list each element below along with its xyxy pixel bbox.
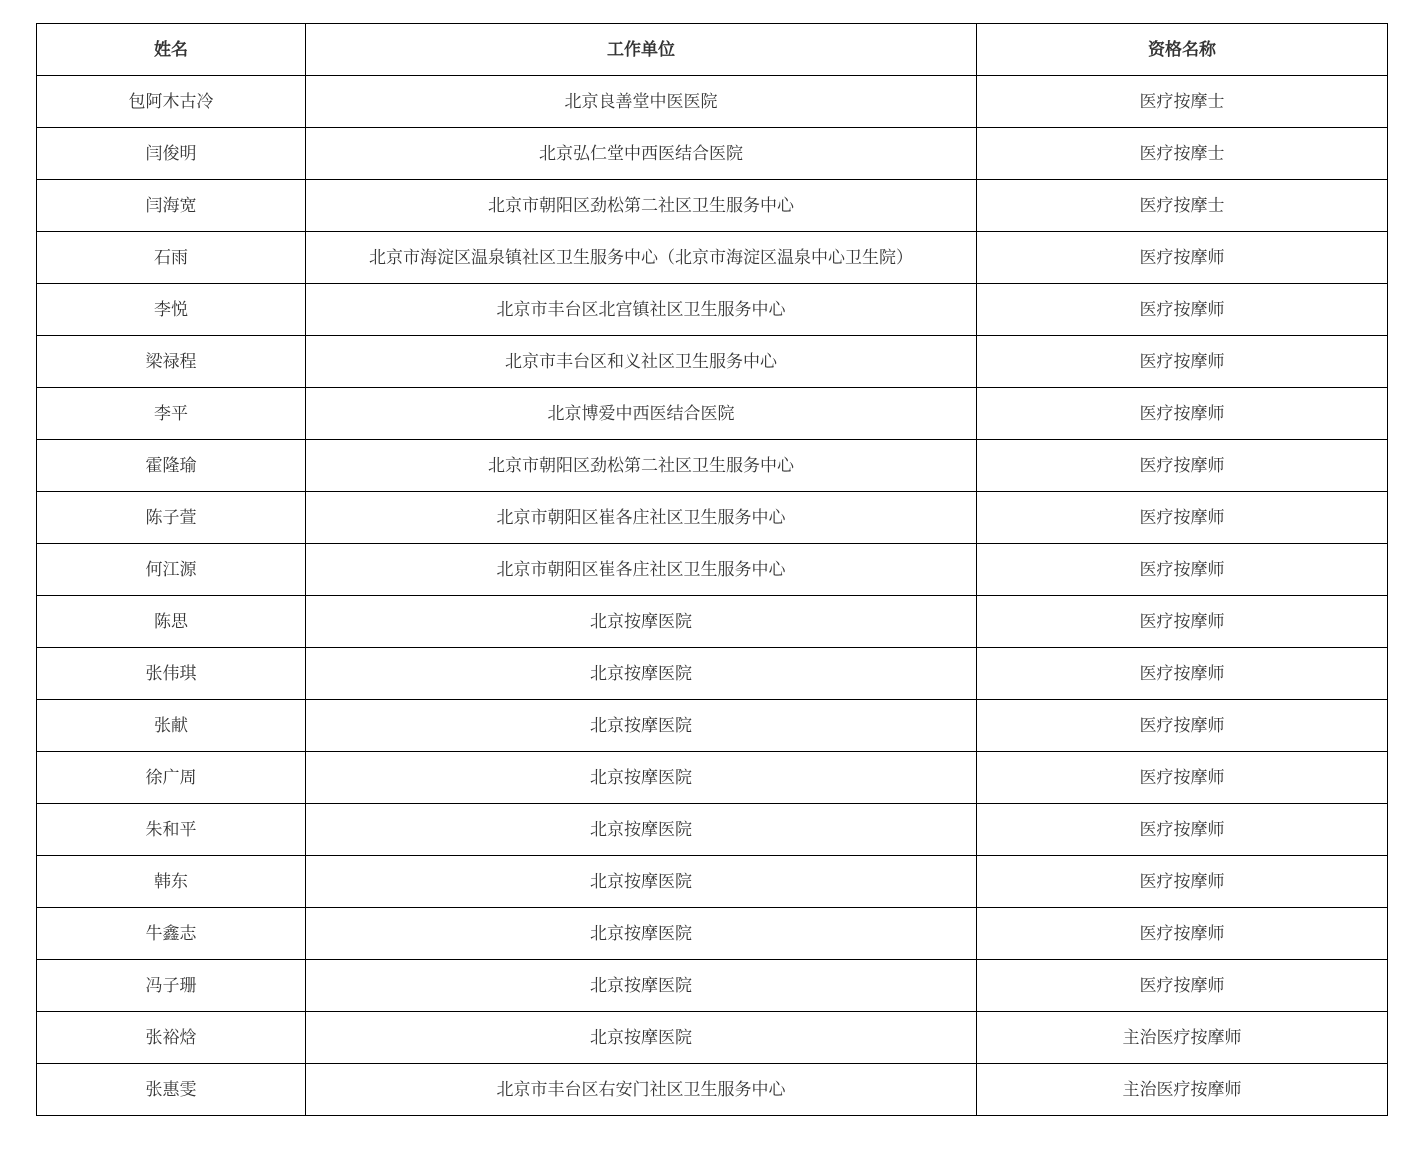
cell-qualification: 医疗按摩师 bbox=[977, 856, 1388, 908]
cell-workplace: 北京按摩医院 bbox=[306, 908, 977, 960]
cell-name: 闫海宽 bbox=[37, 180, 306, 232]
table-row bbox=[37, 960, 1388, 1012]
cell-workplace: 北京良善堂中医医院 bbox=[306, 76, 977, 128]
cell-qualification: 医疗按摩师 bbox=[977, 544, 1388, 596]
cell-qualification: 医疗按摩师 bbox=[977, 284, 1388, 336]
cell-qualification: 医疗按摩师 bbox=[977, 752, 1388, 804]
cell-qualification: 医疗按摩师 bbox=[977, 804, 1388, 856]
cell-name: 牛鑫志 bbox=[37, 908, 306, 960]
table-row bbox=[37, 180, 1388, 232]
cell-name: 陈思 bbox=[37, 596, 306, 648]
cell-name: 梁禄程 bbox=[37, 336, 306, 388]
header-qualification: 资格名称 bbox=[977, 24, 1388, 76]
cell-name: 李平 bbox=[37, 388, 306, 440]
table-row bbox=[37, 128, 1388, 180]
table-row bbox=[37, 804, 1388, 856]
cell-qualification: 医疗按摩士 bbox=[977, 76, 1388, 128]
cell-name: 韩东 bbox=[37, 856, 306, 908]
cell-name: 朱和平 bbox=[37, 804, 306, 856]
cell-workplace: 北京按摩医院 bbox=[306, 700, 977, 752]
cell-workplace: 北京市朝阳区崔各庄社区卫生服务中心 bbox=[306, 492, 977, 544]
cell-qualification: 主治医疗按摩师 bbox=[977, 1012, 1388, 1064]
table-row bbox=[37, 648, 1388, 700]
cell-workplace: 北京市海淀区温泉镇社区卫生服务中心（北京市海淀区温泉中心卫生院） bbox=[306, 232, 977, 284]
table-row bbox=[37, 76, 1388, 128]
table-row bbox=[37, 908, 1388, 960]
cell-name: 徐广周 bbox=[37, 752, 306, 804]
cell-qualification: 医疗按摩师 bbox=[977, 232, 1388, 284]
cell-workplace: 北京市朝阳区劲松第二社区卫生服务中心 bbox=[306, 440, 977, 492]
cell-name: 石雨 bbox=[37, 232, 306, 284]
cell-name: 李悦 bbox=[37, 284, 306, 336]
table-body bbox=[37, 76, 1388, 1116]
cell-workplace: 北京市丰台区右安门社区卫生服务中心 bbox=[306, 1064, 977, 1116]
table-row bbox=[37, 856, 1388, 908]
table-header bbox=[37, 24, 1388, 76]
table-row bbox=[37, 440, 1388, 492]
table-row bbox=[37, 284, 1388, 336]
qualification-table bbox=[36, 23, 1388, 1116]
table-row bbox=[37, 492, 1388, 544]
cell-qualification: 医疗按摩师 bbox=[977, 492, 1388, 544]
header-row bbox=[37, 24, 1388, 76]
header-workplace: 工作单位 bbox=[306, 24, 977, 76]
table-row bbox=[37, 1064, 1388, 1116]
table-row bbox=[37, 1012, 1388, 1064]
cell-qualification: 主治医疗按摩师 bbox=[977, 1064, 1388, 1116]
cell-name: 包阿木古冷 bbox=[37, 76, 306, 128]
cell-workplace: 北京市丰台区北宫镇社区卫生服务中心 bbox=[306, 284, 977, 336]
cell-qualification: 医疗按摩师 bbox=[977, 336, 1388, 388]
cell-qualification: 医疗按摩师 bbox=[977, 960, 1388, 1012]
cell-workplace: 北京按摩医院 bbox=[306, 960, 977, 1012]
table-row bbox=[37, 232, 1388, 284]
table-row bbox=[37, 596, 1388, 648]
table-row bbox=[37, 336, 1388, 388]
cell-name: 陈子萱 bbox=[37, 492, 306, 544]
cell-workplace: 北京市朝阳区崔各庄社区卫生服务中心 bbox=[306, 544, 977, 596]
cell-name: 闫俊明 bbox=[37, 128, 306, 180]
cell-workplace: 北京博爱中西医结合医院 bbox=[306, 388, 977, 440]
cell-workplace: 北京按摩医院 bbox=[306, 856, 977, 908]
cell-qualification: 医疗按摩师 bbox=[977, 908, 1388, 960]
cell-qualification: 医疗按摩师 bbox=[977, 700, 1388, 752]
cell-name: 何江源 bbox=[37, 544, 306, 596]
cell-workplace: 北京市丰台区和义社区卫生服务中心 bbox=[306, 336, 977, 388]
table-row bbox=[37, 544, 1388, 596]
cell-workplace: 北京市朝阳区劲松第二社区卫生服务中心 bbox=[306, 180, 977, 232]
table-row bbox=[37, 700, 1388, 752]
cell-workplace: 北京按摩医院 bbox=[306, 752, 977, 804]
cell-workplace: 北京按摩医院 bbox=[306, 804, 977, 856]
cell-name: 张惠雯 bbox=[37, 1064, 306, 1116]
table-row bbox=[37, 752, 1388, 804]
qualification-table-container bbox=[36, 23, 1387, 1116]
cell-qualification: 医疗按摩师 bbox=[977, 648, 1388, 700]
cell-qualification: 医疗按摩士 bbox=[977, 180, 1388, 232]
cell-name: 霍隆瑜 bbox=[37, 440, 306, 492]
cell-name: 张裕焓 bbox=[37, 1012, 306, 1064]
cell-workplace: 北京按摩医院 bbox=[306, 1012, 977, 1064]
cell-qualification: 医疗按摩师 bbox=[977, 596, 1388, 648]
cell-workplace: 北京按摩医院 bbox=[306, 648, 977, 700]
cell-qualification: 医疗按摩师 bbox=[977, 388, 1388, 440]
table-row bbox=[37, 388, 1388, 440]
header-name: 姓名 bbox=[37, 24, 306, 76]
cell-qualification: 医疗按摩师 bbox=[977, 440, 1388, 492]
cell-name: 张伟琪 bbox=[37, 648, 306, 700]
cell-name: 冯子珊 bbox=[37, 960, 306, 1012]
cell-qualification: 医疗按摩士 bbox=[977, 128, 1388, 180]
cell-workplace: 北京按摩医院 bbox=[306, 596, 977, 648]
cell-name: 张献 bbox=[37, 700, 306, 752]
cell-workplace: 北京弘仁堂中西医结合医院 bbox=[306, 128, 977, 180]
